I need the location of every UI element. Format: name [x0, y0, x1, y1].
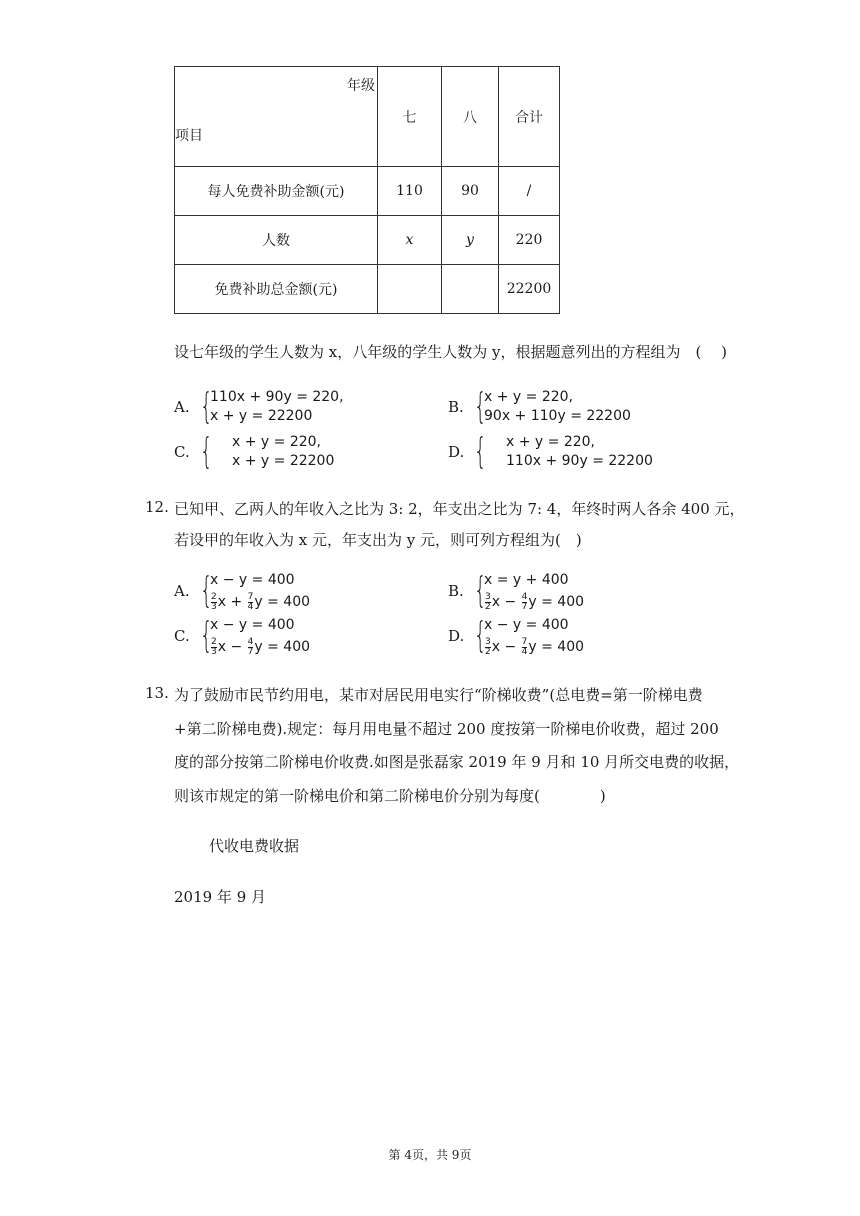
fraction: $\frac{7}{4}$ — [521, 636, 528, 657]
fraction: $\frac{7}{4}$ — [247, 591, 254, 612]
table-row — [175, 265, 560, 314]
cell-total: 22200 — [499, 265, 560, 314]
header-grade-7: 七 — [378, 67, 442, 167]
fraction: $\frac{3}{2}$ — [485, 636, 491, 657]
cell-grade8 — [442, 265, 499, 314]
q12-option-b[interactable] — [448, 569, 584, 613]
table-row — [175, 167, 560, 216]
equation-line: x − y = 400 — [484, 617, 569, 633]
option-label: C. — [174, 443, 190, 461]
q13-number: 13. — [145, 684, 169, 702]
brace-icon: { — [200, 386, 213, 427]
q12-number: 12. — [145, 498, 169, 516]
brace-icon: { — [200, 615, 213, 656]
equation-line: x = y + 400 — [484, 572, 569, 588]
q11-option-c[interactable] — [174, 433, 334, 471]
q12-option-c[interactable] — [174, 614, 310, 658]
receipt-title: 代收电费收据 — [209, 837, 300, 855]
option-label: B. — [448, 398, 464, 416]
cell-total: / — [499, 167, 560, 216]
equation-line: x + y = 220, — [232, 434, 322, 450]
brace-icon: { — [200, 431, 213, 472]
cell-grade7: x — [378, 216, 442, 265]
brace-icon: { — [474, 615, 487, 656]
option-label: B. — [448, 582, 464, 600]
cell-grade8: y — [442, 216, 499, 265]
row-label: 每人免费补助金额(元) — [175, 167, 378, 216]
grant-table — [174, 66, 560, 314]
q11-option-a[interactable] — [174, 388, 344, 426]
q11-stem: 设七年级的学生人数为 x，八年级的学生人数为 y，根据题意列出的方程组为 ( ) — [174, 343, 727, 361]
q12-option-a[interactable] — [174, 569, 310, 613]
table-header-diagonal-cell — [175, 67, 378, 167]
brace-icon: { — [474, 431, 487, 472]
option-label: A. — [174, 398, 190, 416]
equation-line: $\frac{2}{3}$ x − $\frac{4}{7}$ y = 400 — [211, 636, 311, 657]
option-label: D. — [448, 627, 465, 645]
brace-icon: { — [200, 570, 213, 611]
equation-line: 110x + 90y = 220, — [210, 389, 344, 405]
row-label: 免费补助总金额(元) — [175, 265, 378, 314]
fraction: $\frac{2}{3}$ — [211, 636, 217, 657]
equation-line: x + y = 220, — [506, 434, 596, 450]
fraction: $\frac{2}{3}$ — [211, 591, 217, 612]
brace-icon: { — [474, 570, 487, 611]
fraction: $\frac{3}{2}$ — [485, 591, 491, 612]
equation-line: x + y = 22200 — [210, 408, 313, 424]
receipt-date: 2019 年 9 月 — [174, 888, 267, 906]
equation-line: x + y = 22200 — [232, 453, 335, 469]
header-total: 合计 — [499, 67, 560, 167]
page-footer: 第 4页，共 9页 — [388, 1148, 472, 1162]
q12-stem-line1: 已知甲、乙两人的年收入之比为 3: 2，年支出之比为 7: 4，年终时两人各余 400 元， — [174, 500, 745, 518]
q12-option-d[interactable] — [448, 614, 584, 658]
equation-line: x − y = 400 — [210, 617, 295, 633]
header-grade-8: 八 — [442, 67, 499, 167]
equation-line: 90x + 110y = 22200 — [484, 408, 631, 424]
q13-line3: 度的部分按第二阶梯电价收费.如图是张磊家 2019 年 9 月和 10 月所交电费的收据， — [174, 753, 740, 771]
cell-grade7 — [378, 265, 442, 314]
q13-line4: 则该市规定的第一阶梯电价和第二阶梯电价分别为每度( ) — [174, 787, 606, 805]
cell-total: 220 — [499, 216, 560, 265]
q11-option-d[interactable] — [448, 433, 653, 471]
option-label: C. — [174, 627, 190, 645]
brace-icon: { — [474, 386, 487, 427]
q13-line1: 为了鼓励市民节约用电，某市对居民用电实行“阶梯收费”(总电费=第一阶梯电费 — [174, 686, 703, 704]
equation-line: x − y = 400 — [210, 572, 295, 588]
q11-option-b[interactable] — [448, 388, 631, 426]
cell-grade8: 90 — [442, 167, 499, 216]
cell-grade7: 110 — [378, 167, 442, 216]
fraction: $\frac{4}{7}$ — [247, 636, 254, 657]
equation-line: $\frac{3}{2}$ x − $\frac{4}{7}$ y = 400 — [485, 591, 585, 612]
table-row — [175, 216, 560, 265]
header-grade-label: 年级 — [347, 78, 375, 94]
q13-line2: +第二阶梯电费).规定：每月用电量不超过 200 度按第一阶梯电价收费，超过 200 — [174, 720, 719, 738]
fraction: $\frac{4}{7}$ — [521, 591, 528, 612]
row-label: 人数 — [175, 216, 378, 265]
equation-line: x + y = 220, — [484, 389, 574, 405]
equation-line: 110x + 90y = 22200 — [506, 453, 653, 469]
q12-stem-line2: 若设甲的年收入为 x 元，年支出为 y 元，则可列方程组为( ) — [174, 531, 582, 549]
equation-line: $\frac{3}{2}$ x − $\frac{7}{4}$ y = 400 — [485, 636, 585, 657]
option-label: D. — [448, 443, 465, 461]
option-label: A. — [174, 582, 190, 600]
equation-line: $\frac{2}{3}$ x + $\frac{7}{4}$ y = 400 — [211, 591, 311, 612]
header-item-label: 项目 — [175, 128, 203, 144]
